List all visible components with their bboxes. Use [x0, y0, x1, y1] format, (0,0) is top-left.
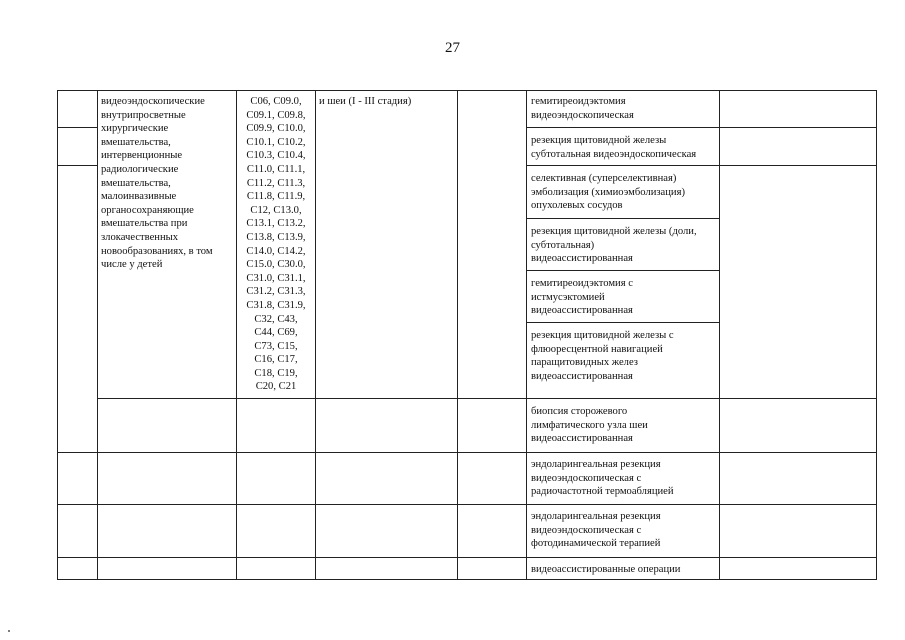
- icd-codes-cell: C06, C09.0, C09.1, C09.8, C09.9, C10.0, C10.1, C10.2, C10.3, C10.4, C11.0, C11.1, C11.2, C11.3, C11.8, C11.9, C12, C13.0, C13.1, C13.2, C13.8, C13.9, C14.0, C14.2, C15.0, C30.0, C31.0, C31.1, C31.2, C31.3, C31.8, C31.9, C32, C43, C44, C69, C73, C15, C16, C17, C18, C19, C20, C21: [246, 96, 306, 393]
- method-item: селективная (суперселективная) эмболизация (химиоэмболизация) опухолевых сосудов: [531, 173, 685, 212]
- patient-model-cell: и шеи (I - III стадия): [319, 96, 412, 107]
- page-number: 27: [445, 40, 460, 56]
- method-item: резекция щитовидной железы субтотальная видеоэндоскопическая: [531, 135, 697, 160]
- method-item: эндоларингеальная резекция видеоэндоскопическая с радиочастотной термоабляцией: [531, 459, 674, 498]
- method-item: видеоассистированные операции: [531, 564, 681, 575]
- method-item: гемитиреоидэктомия видеоэндоскопическая: [531, 96, 634, 121]
- method-item: резекция щитовидной железы с флюоресцентной навигацией паращитовидных желез видеоассистированная: [531, 330, 674, 382]
- method-item: эндоларингеальная резекция видеоэндоскопическая с фотодинамической терапией: [531, 511, 661, 550]
- method-item: биопсия сторожевого лимфатического узла шеи видеоассистированная: [531, 406, 648, 445]
- scan-artifact: [8, 630, 10, 632]
- method-item: резекция щитовидной железы (доли, субтотальная) видеоассистированная: [531, 226, 697, 265]
- profile-cell: видеоэндоскопические внутрипросветные хирургические вмешательства, интервенционные радиологические вмешательства, малоинвазивные органосохраняющие вмешательства при злокачественных новообразованиях, в том числе у детей: [101, 96, 213, 271]
- method-item: гемитиреоидэктомия с истмусэктомией видеоассистированная: [531, 278, 633, 317]
